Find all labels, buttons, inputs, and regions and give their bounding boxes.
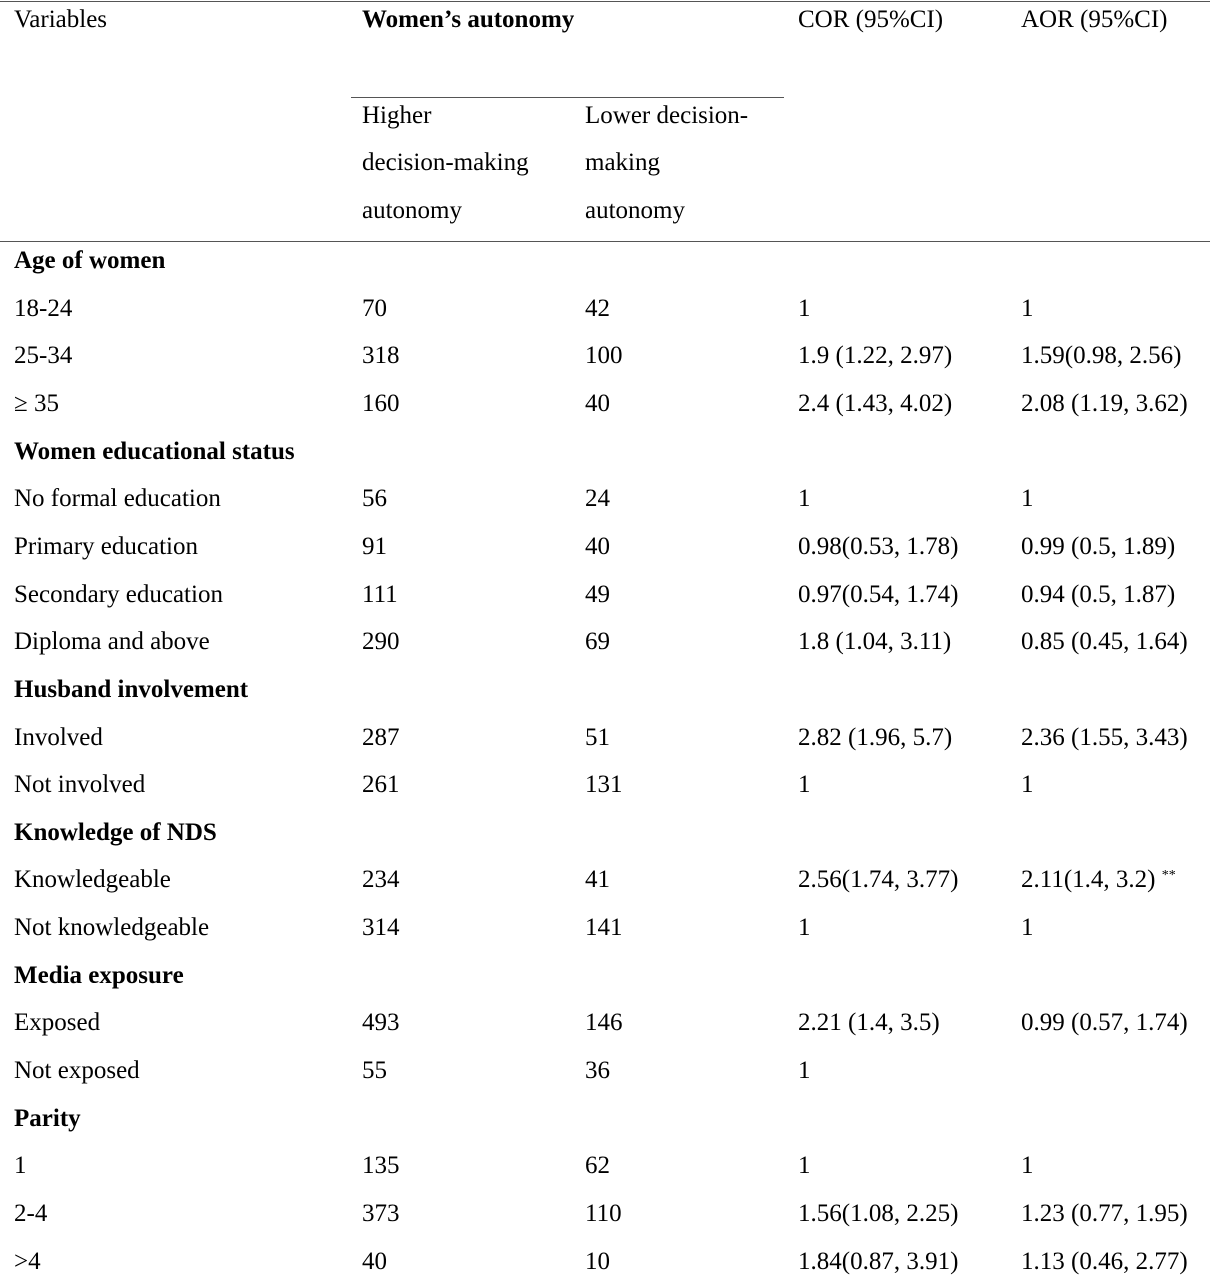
table-cell: 1 <box>798 914 811 942</box>
row-label: Knowledgeable <box>14 866 171 894</box>
table-cell: 287 <box>362 723 400 751</box>
table-cell: 2.11(1.4, 3.2) ** <box>1021 866 1176 894</box>
table-cell: 111 <box>362 580 398 608</box>
table-cell: 1.59(0.98, 2.56) <box>1021 342 1182 370</box>
table-cell: 1 <box>1021 294 1034 322</box>
table-cell: 49 <box>585 580 610 608</box>
table-cell: 70 <box>362 294 387 322</box>
table-cell: 51 <box>585 723 610 751</box>
row-label: 18-24 <box>14 294 73 322</box>
row-label: Not exposed <box>14 1057 140 1085</box>
table-cell: 493 <box>362 1009 400 1037</box>
table-cell: 131 <box>585 771 623 799</box>
row-label: 2-4 <box>14 1200 48 1227</box>
table-cell: 1 <box>798 485 811 513</box>
row-label: Secondary education <box>14 580 223 608</box>
section-title: Knowledge of NDS <box>14 818 217 846</box>
significance-footnote-mark: ** <box>1161 868 1176 884</box>
table-cell: 0.99 (0.57, 1.74) <box>1021 1009 1188 1037</box>
section-title: Age of women <box>14 247 166 274</box>
table-cell: 24 <box>585 485 610 513</box>
table-cell: 36 <box>585 1057 610 1085</box>
table-cell: 160 <box>362 389 400 417</box>
table-cell: 2.82 (1.96, 5.7) <box>798 723 953 751</box>
header-higher-line-3: autonomy <box>362 197 462 224</box>
header-variables: Variables <box>14 6 108 33</box>
header-cor: COR (95%CI) <box>798 6 944 33</box>
header-lower-line-2: making <box>585 149 660 176</box>
header-lower-line-3: autonomy <box>585 197 685 224</box>
table-cell: 2.56(1.74, 3.77) <box>798 866 959 894</box>
table-cell: 135 <box>362 1152 400 1180</box>
table-cell: 0.94 (0.5, 1.87) <box>1021 580 1176 608</box>
table-cell: 1.13 (0.46, 2.77) <box>1021 1247 1188 1275</box>
table-cell: 373 <box>362 1200 400 1227</box>
table-cell: 2.36 (1.55, 3.43) <box>1021 723 1188 751</box>
table-cell: 1 <box>798 1152 811 1180</box>
table-cell: 261 <box>362 771 400 799</box>
table-cell: 10 <box>585 1247 610 1275</box>
table-cell: 110 <box>585 1200 622 1227</box>
table-cell: 0.85 (0.45, 1.64) <box>1021 628 1188 656</box>
table-cell: 1 <box>798 1057 811 1085</box>
table-cell: 42 <box>585 294 610 322</box>
table-cell: 1 <box>1021 914 1034 942</box>
table-cell: 55 <box>362 1057 387 1085</box>
table-cell: 1 <box>798 771 811 799</box>
table-cell: 234 <box>362 866 400 894</box>
section-title: Husband involvement <box>14 675 249 703</box>
table-cell: 0.99 (0.5, 1.89) <box>1021 532 1176 560</box>
table-cell: 1.23 (0.77, 1.95) <box>1021 1200 1188 1227</box>
header-higher-line-1: Higher <box>362 102 432 129</box>
table-cell: 100 <box>585 342 623 370</box>
table-cell: 1 <box>1021 771 1034 799</box>
autonomy-subheader-rule <box>351 97 784 98</box>
table-cell: 314 <box>362 914 400 942</box>
table-cell: 56 <box>362 485 387 513</box>
table-cell: 141 <box>585 914 623 942</box>
header-lower-line-1: Lower decision- <box>585 102 749 129</box>
table-cell: 91 <box>362 532 387 560</box>
table-cell: 146 <box>585 1009 623 1037</box>
table-cell: 2.08 (1.19, 3.62) <box>1021 389 1188 417</box>
table-cell: 1 <box>1021 485 1034 513</box>
section-title: Women educational status <box>14 437 295 465</box>
table-cell: 62 <box>585 1152 610 1180</box>
row-label: Involved <box>14 723 103 751</box>
table-cell: 40 <box>585 532 610 560</box>
table-cell: 40 <box>362 1247 387 1275</box>
table-cell: 290 <box>362 628 400 656</box>
header-aor: AOR (95%CI) <box>1021 6 1168 33</box>
row-label: 1 <box>14 1152 27 1180</box>
row-label: Exposed <box>14 1009 101 1037</box>
row-label: >4 <box>14 1247 41 1275</box>
table-cell: 0.98(0.53, 1.78) <box>798 532 959 560</box>
section-title: Parity <box>14 1104 81 1132</box>
table-top-rule <box>0 1 1210 2</box>
row-label: 25-34 <box>14 342 73 370</box>
header-higher-line-2: decision-making <box>362 149 529 176</box>
row-label: Not knowledgeable <box>14 914 210 942</box>
header-bottom-rule <box>0 241 1210 242</box>
header-womens-autonomy: Women’s autonomy <box>362 6 575 33</box>
table-cell: 1.84(0.87, 3.91) <box>798 1247 959 1275</box>
table-cell: 2.4 (1.43, 4.02) <box>798 389 953 417</box>
table-cell: 40 <box>585 389 610 417</box>
table-cell: 318 <box>362 342 400 370</box>
table-cell: 1.8 (1.04, 3.11) <box>798 628 952 656</box>
table-cell: 0.97(0.54, 1.74) <box>798 580 959 608</box>
row-label: ≥ 35 <box>14 389 59 417</box>
row-label: Not involved <box>14 771 146 799</box>
row-label: Primary education <box>14 532 198 560</box>
table-cell: 1.56(1.08, 2.25) <box>798 1200 959 1227</box>
section-title: Media exposure <box>14 961 184 989</box>
row-label: No formal education <box>14 485 221 513</box>
row-label: Diploma and above <box>14 628 210 656</box>
table-cell: 1 <box>798 294 811 322</box>
table-cell: 41 <box>585 866 610 894</box>
table-cell: 69 <box>585 628 610 656</box>
table-cell: 1.9 (1.22, 2.97) <box>798 342 953 370</box>
table-cell: 1 <box>1021 1152 1034 1180</box>
table-cell: 2.21 (1.4, 3.5) <box>798 1009 940 1037</box>
